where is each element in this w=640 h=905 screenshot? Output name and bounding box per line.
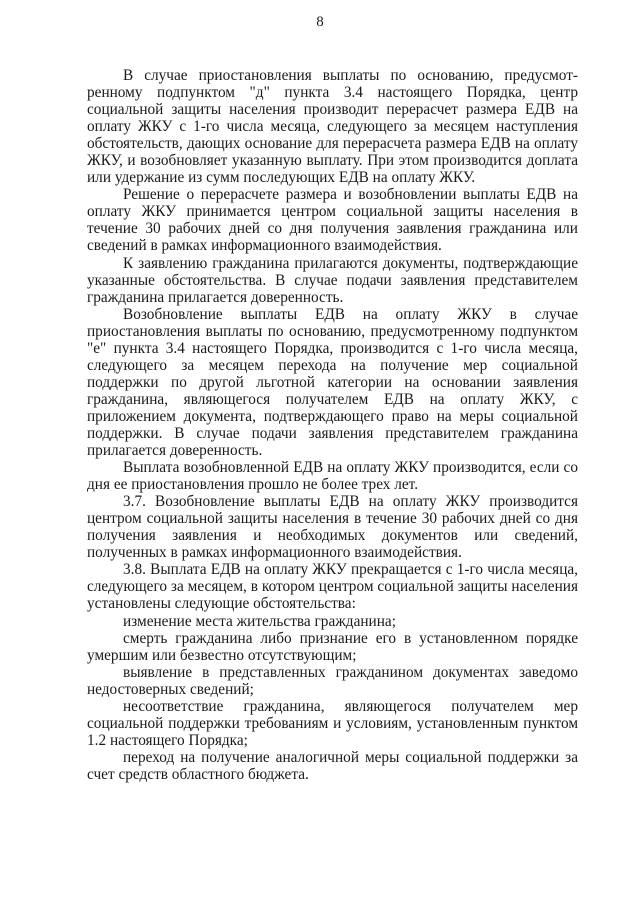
- list-item-residence-change: изменение места жительства гражданина;: [123, 612, 396, 630]
- list-item-death: смерть гражданина либо признание его в установленном порядке умершим или безвестно отсутствующим;: [87, 629, 578, 664]
- document-body: [87, 67, 578, 783]
- list-item-false-information: выявление в представленных гражданином документах заведомо недостоверных сведений;: [87, 663, 578, 698]
- list-item-regional-budget-transfer: переход на получение аналогичной меры социальной поддержки за счет средств областного бюджета.: [87, 748, 578, 783]
- paragraph-resumption-basis-e: Возобновление выплаты ЕДВ на оплату ЖКУ в случае приостановления выплаты по основанию, предусмотренному подпунктом "е" пункта 3.4 настоящего Порядка, производится с 1-го числа месяца, следующего за месяцем перехода на получение мер социальной поддержки по другой льготной категории на основании заявления гражданина, являющегося получателем ЕДВ на оплату ЖКУ, с приложением документа, подтверждающего право на меры социальной поддержки. В случае подачи заявления представителем гражданина прилагается доверенность.: [87, 305, 578, 460]
- paragraph-recalculation-decision: Решение о перерасчете размера и возобновлении выплаты ЕДВ на оплату ЖКУ принимается центром социальной защиты населения в течение 30 рабочих дней со дня получения заявления гражданина или сведений в рамках информационного взаимодействия.: [87, 186, 578, 255]
- paragraph-section-3-8: 3.8. Выплата ЕДВ на оплату ЖКУ прекращается с 1-го числа месяца, следующего за месяцем, в котором центром социальной защиты населения установлены следующие обстоятельства:: [87, 561, 578, 613]
- paragraph-attached-documents: К заявлению гражданина прилагаются документы, подтверждающие указанные обстоятельства. В случае подачи заявления представителем гражданина прилагается доверенность.: [87, 254, 578, 306]
- list-item-requirements-mismatch: несоответствие гражданина, являющегося получателем мер социальной поддержки требованиям и условиям, установленным пунктом 1.2 настоящего Порядка;: [87, 697, 578, 749]
- paragraph-recalculation-basis-d: В случае приостановления выплаты по основанию, предусмотренному подпунктом "д" пункта 3.4 настоящего Порядка, центр социальной защиты населения производит перерасчет размера ЕДВ на оплату ЖКУ с 1-го числа месяца, следующего за месяцем наступления обстоятельств, дающих основание для перерасчета размера ЕДВ на оплату ЖКУ, и возобновляет указанную выплату. При этом производится доплата или удержание из сумм последующих ЕДВ на оплату ЖКУ.: [87, 67, 578, 187]
- paragraph-section-3-7: 3.7. Возобновление выплаты ЕДВ на оплату ЖКУ производится центром социальной защиты населения в течение 30 рабочих дней со дня получения заявления и необходимых документов или сведений, полученных в рамках информационного взаимодействия.: [87, 493, 578, 562]
- page-number: 8: [316, 14, 324, 30]
- paragraph-resumption-term-limit: Выплата возобновленной ЕДВ на оплату ЖКУ производится, если со дня ее приостановления прошло не более трех лет.: [87, 459, 578, 494]
